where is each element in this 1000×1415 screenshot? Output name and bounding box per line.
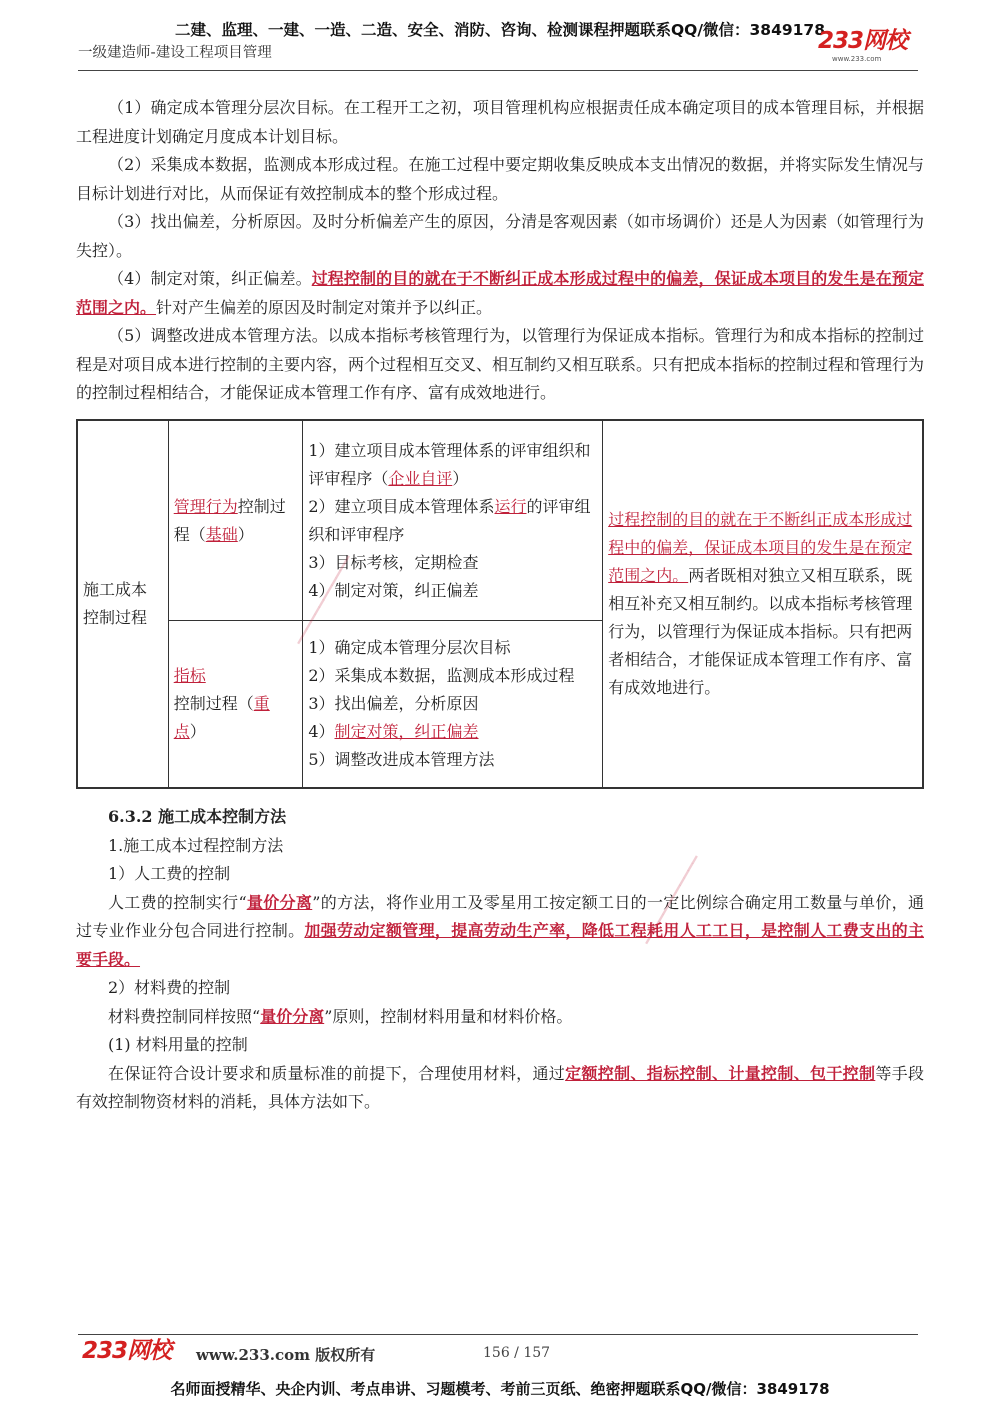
list-item: 3）找出偏差，分析原因: [308, 694, 479, 714]
usage-paragraph: [76, 1060, 924, 1117]
step-2: （2）采集成本数据，监测成本形成过程。在施工过程中要定期收集反映成本支出情况的数据，并将实际发生情况与目标计划进行对比，从而保证有效控制成本的整个形成过程。: [76, 155, 924, 203]
list-item-text: 2）建立项目成本管理体系: [308, 496, 495, 516]
subsection-title: 1.施工成本过程控制方法: [108, 835, 284, 855]
labor-title: 1）人工费的控制: [108, 864, 231, 883]
site-logo[interactable]: 233网校: [818, 28, 908, 54]
list-item-text: 1）建立项目成本管理体系的评审组织和评审程序（: [308, 440, 591, 488]
indicator-close: ）: [189, 722, 206, 742]
material-text: ”原则，控制材料用量和材料价格。: [324, 1006, 573, 1026]
watermark: ━━━━━━━━━━━━: [292, 552, 357, 648]
table-cell-management-items: [303, 420, 603, 621]
usage-title: (1) 材料用量的控制: [108, 1035, 248, 1054]
labor-key: 量价分离: [246, 892, 313, 912]
material-key: 量价分离: [260, 1006, 325, 1026]
step-5: （5）调整改进成本管理方法。以成本指标考核管理行为，以管理行为保证成本指标。管理行为和成本指标的控制过程是对项目成本进行控制的主要内容，两个过程相互交叉、相互制约又相互联系。只有把成本指标的控制过程和管理行为的控制过程相结合，才能保证成本管理工作有序、富有成效地进行。: [76, 326, 925, 402]
footer-logo[interactable]: 233网校: [82, 1338, 172, 1364]
usage-text: 在保证符合设计要求和质量标准的前提下，合理使用材料，通过: [108, 1063, 566, 1083]
material-title: 2）材料费的控制: [108, 978, 231, 997]
list-item: [308, 493, 597, 549]
list-item-highlight: 运行: [494, 496, 527, 516]
usage-text: 等手段有效控制物资材料的消耗，具体方法如下。: [76, 1063, 924, 1111]
table-cell-process: 施工成本控制过程: [77, 420, 168, 788]
document-subtitle: 一级建造师-建设工程项目管理: [78, 45, 272, 61]
indicator-label: 指标: [173, 666, 206, 686]
management-close: ）: [237, 524, 254, 544]
copyright: www.233.com 版权所有: [196, 1346, 376, 1364]
step-4-tail: 针对产生偏差的原因及时制定对策并予以纠正。: [156, 297, 493, 317]
summary-text: 两者既相对独立又相互联系，既相互补充又相互制约。以成本指标考核管理行为，以管理行为保证成本指标。只有把两者相结合，才能保证成本管理工作有序、富有成效地进行。: [608, 566, 913, 697]
step-4-highlight: 过程控制的目的就在于不断纠正成本形成过程中的偏差，保证成本项目的发生是在预定范围之内。: [76, 269, 924, 317]
list-item: 1）确定成本管理分层次目标: [308, 638, 511, 658]
footer-divider: [78, 1334, 918, 1335]
labor-highlight: 加强劳动定额管理，提高劳动生产率，降低工程耗用人工工日，是控制人工费支出的主要手段。: [76, 921, 924, 969]
header-divider: [78, 70, 918, 71]
list-item: 5）调整改进成本管理方法: [308, 750, 495, 770]
list-item: 3）目标考核，定期检查: [308, 552, 479, 572]
usage-highlight: 定额控制、指标控制、计量控制、包干控制: [565, 1063, 876, 1083]
list-item: [308, 437, 597, 493]
cost-control-table: [76, 419, 924, 789]
indicator-control-label: 控制过程（: [173, 694, 254, 714]
list-item-highlight: 制定对策，纠正偏差: [334, 722, 479, 742]
steps-section: [76, 94, 924, 408]
list-item-text: 4）: [308, 722, 335, 742]
table-row: [77, 420, 923, 621]
management-control-label: 控制过程（: [173, 496, 286, 544]
methods-section: [76, 803, 924, 1117]
list-item-highlight: 企业自评: [388, 468, 453, 488]
list-item: [308, 718, 597, 746]
summary-highlight: 过程控制的目的就在于不断纠正成本形成过程中的偏差，保证成本项目的发生是在预定范围之内。: [608, 510, 913, 585]
labor-paragraph: [76, 889, 924, 975]
step-4: [76, 265, 924, 322]
logo-url: www.233.com: [832, 55, 882, 63]
indicator-key: 重点: [173, 694, 270, 742]
watermark: ━━━━━━━━━━━━: [640, 852, 705, 948]
list-item-text: ）: [452, 468, 469, 488]
list-item-text: 的评审组织和评审程序: [308, 496, 591, 544]
material-paragraph: [76, 1003, 924, 1032]
step-3: （3）找出偏差，分析原因。及时分析偏差产生的原因，分清是客观因素（如市场调价）还是人为因素（如管理行为失控）。: [76, 212, 924, 260]
table-cell-indicator-items: [303, 621, 603, 788]
list-item: 2）采集成本数据，监测成本形成过程: [308, 666, 575, 686]
page-number: 156 / 157: [483, 1345, 551, 1361]
table-cell-indicator: [168, 621, 303, 788]
footer-banner: 名师面授精华、央企内训、考点串讲、习题模考、考前三页纸、绝密押题联系QQ/微信：3849178: [170, 1380, 830, 1398]
labor-text: ”的方法，将作业用工及零星用工按定额工日的一定比例综合确定用工数量与单价，通过专业作业分包合同进行控制。: [76, 892, 924, 940]
labor-text: 人工费的控制实行“: [108, 892, 247, 912]
section-heading: 6.3.2 施工成本控制方法: [108, 807, 287, 826]
list-item: 4）制定对策，纠正偏差: [308, 580, 479, 600]
material-text: 材料费控制同样按照“: [108, 1006, 261, 1026]
step-1: （1）确定成本管理分层次目标。在工程开工之初，项目管理机构应根据责任成本确定项目的成本管理目标，并根据工程进度计划确定月度成本计划目标。: [76, 98, 924, 146]
header-banner: 二建、监理、一建、一造、二造、安全、消防、咨询、检测课程押题联系QQ/微信：3849178: [174, 21, 825, 39]
management-basis: 基础: [205, 524, 238, 544]
management-label: 管理行为: [173, 496, 238, 516]
step-4-lead: （4）制定对策，纠正偏差。: [108, 269, 312, 288]
table-cell-management: [168, 420, 303, 621]
table-cell-summary: [603, 420, 923, 788]
